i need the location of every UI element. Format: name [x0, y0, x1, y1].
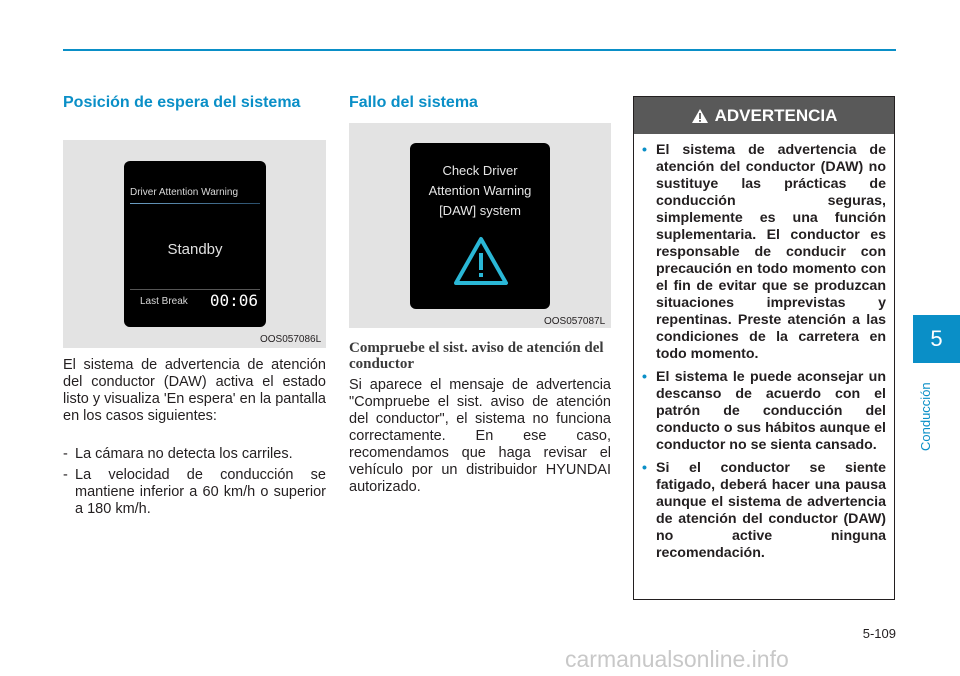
last-break-label: Last Break	[140, 296, 188, 307]
list-item: - La velocidad de conducción se mantiene inferior a 60 km/h o superior a 180 km/h.	[63, 467, 326, 517]
failure-line: Attention Warning	[428, 183, 532, 198]
warning-title: ADVERTENCIA	[714, 105, 838, 125]
standby-figure	[63, 140, 326, 348]
warning-list	[634, 134, 894, 562]
warning-icon	[691, 108, 709, 124]
screen-divider	[130, 203, 260, 204]
figure-caption: OOS057087L	[544, 316, 606, 327]
standby-paragraph: El sistema de advertencia de atención del conductor (DAW) activa el estado listo y visualiza 'En espera' en la pantalla en los casos siguientes:	[63, 357, 326, 424]
failure-figure	[349, 123, 611, 328]
failure-paragraph: Si aparece el mensaje de advertencia "Compruebe el sist. aviso de atención del conductor", el sistema no funciona correctamente. En ese caso, recomendamos que haga revisar el vehículo por un distribuidor HYUNDAI autorizado.	[349, 377, 611, 495]
screen-divider-bottom	[130, 289, 260, 290]
failure-heading: Fallo del sistema	[349, 94, 478, 111]
list-item: • El sistema de advertencia de atención del conductor (DAW) no sustituye las prácticas de conducción seguras, simplemente es una función suplementaria. El conductor es responsable de conducir con precaución en todo momento con el fin de evitar que se produzcan situaciones imprevistas y repentinas. Preste atención a las condiciones de la carretera en todo momento.	[642, 142, 886, 362]
watermark: carmanualsonline.info	[565, 646, 789, 672]
standby-conditions-list	[63, 446, 326, 522]
header-rule	[63, 49, 896, 51]
last-break-time: 00:06	[209, 291, 258, 310]
screen-title: Driver Attention Warning	[130, 187, 239, 198]
standby-heading: Posición de espera del sistema	[63, 94, 301, 111]
failure-message	[410, 161, 550, 221]
chapter-tab: 5	[913, 315, 960, 363]
list-item: - La cámara no detecta los carriles.	[63, 446, 293, 462]
list-item: • Si el conductor se siente fatigado, deberá hacer una pausa aunque el sistema de advertencia de atención del conductor (DAW) no active ninguna recomendación.	[642, 460, 886, 561]
section-label: Conducción	[918, 382, 933, 452]
failure-line: [DAW] system	[439, 203, 521, 218]
failure-line: Check Driver	[442, 163, 518, 178]
cluster-screen-failure	[410, 143, 550, 309]
page-number: 5-109	[862, 626, 896, 641]
screen-status: Standby	[167, 241, 223, 258]
warning-triangle-icon	[453, 236, 509, 286]
list-item: • El sistema le puede aconsejar un descanso de acuerdo con el patrón de conducción del conducto o sus hábitos aunque el conductor no se sienta cansado.	[642, 369, 886, 453]
warning-header	[634, 97, 894, 134]
cluster-screen-standby	[124, 161, 266, 327]
figure-caption: OOS057086L	[260, 334, 322, 345]
check-subheading: Compruebe el sist. aviso de atención del conductor	[349, 340, 604, 372]
warning-box	[633, 96, 895, 600]
